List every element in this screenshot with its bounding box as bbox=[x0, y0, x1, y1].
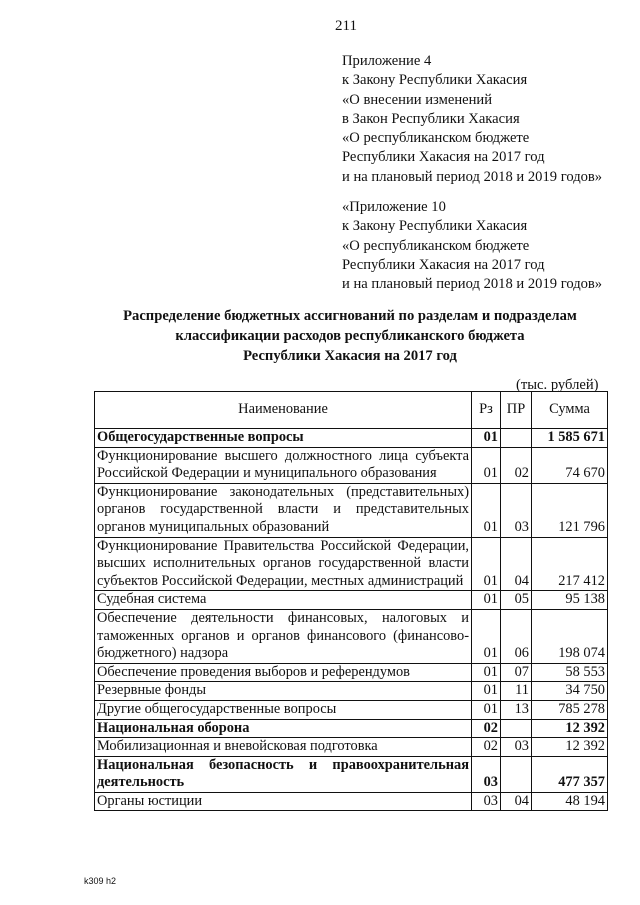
sum-cell: 48 194 bbox=[532, 792, 608, 811]
annex-line: Республики Хакасия на 2017 год bbox=[342, 256, 545, 273]
rz-cell: 01 bbox=[472, 663, 501, 682]
pr-cell bbox=[501, 756, 532, 792]
sum-cell: 785 278 bbox=[532, 700, 608, 719]
footer-code: k309 h2 bbox=[84, 876, 117, 886]
title-line: классификации расходов республиканского бюджета bbox=[175, 328, 525, 344]
rz-cell: 01 bbox=[472, 591, 501, 610]
header-sum: Сумма bbox=[532, 392, 608, 429]
pr-cell bbox=[501, 429, 532, 448]
annex-line: к Закону Республики Хакасия bbox=[342, 72, 528, 89]
page-number: 211 bbox=[335, 18, 357, 34]
sum-cell: 1 585 671 bbox=[532, 429, 608, 448]
name-cell: Судебная система bbox=[95, 591, 472, 610]
table-row bbox=[95, 609, 608, 663]
table-row bbox=[95, 792, 608, 811]
pr-cell: 13 bbox=[501, 700, 532, 719]
name-cell: Резервные фонды bbox=[95, 682, 472, 701]
pr-cell: 06 bbox=[501, 609, 532, 663]
budget-table bbox=[94, 391, 608, 811]
table-row bbox=[95, 756, 608, 792]
annex-header bbox=[342, 52, 602, 187]
table-row bbox=[95, 591, 608, 610]
table-header-row bbox=[95, 392, 608, 429]
rz-cell: 03 bbox=[472, 792, 501, 811]
rz-cell: 01 bbox=[472, 447, 501, 483]
name-cell: Мобилизационная и вневойсковая подготовка bbox=[95, 738, 472, 757]
header-rz: Рз bbox=[472, 392, 501, 429]
rz-cell: 02 bbox=[472, 738, 501, 757]
name-cell: Функционирование Правительства Российской Федерации, высших исполнительных органов государственной власти субъектов Российской Федерации, местных администраций bbox=[95, 537, 472, 591]
name-cell: Национальная оборона bbox=[95, 719, 472, 738]
header-pr: ПР bbox=[501, 392, 532, 429]
sum-cell: 58 553 bbox=[532, 663, 608, 682]
annex-line: «О республиканском бюджете bbox=[342, 237, 530, 254]
pr-cell: 04 bbox=[501, 792, 532, 811]
pr-cell: 05 bbox=[501, 591, 532, 610]
name-cell: Национальная безопасность и правоохранительная деятельность bbox=[95, 756, 472, 792]
sum-cell: 12 392 bbox=[532, 738, 608, 757]
annex-line: «О республиканском бюджете bbox=[342, 130, 530, 147]
rz-cell: 01 bbox=[472, 483, 501, 537]
pr-cell: 04 bbox=[501, 537, 532, 591]
pr-cell: 03 bbox=[501, 483, 532, 537]
units-label: (тыс. рублей) bbox=[516, 377, 599, 393]
rz-cell: 02 bbox=[472, 719, 501, 738]
annex-line: и на плановый период 2018 и 2019 годов» bbox=[342, 168, 603, 185]
rz-cell: 01 bbox=[472, 537, 501, 591]
rz-cell: 01 bbox=[472, 700, 501, 719]
name-cell: Обеспечение деятельности финансовых, налоговых и таможенных органов и органов финансового (финансово-бюджетного) надзора bbox=[95, 609, 472, 663]
pr-cell: 02 bbox=[501, 447, 532, 483]
name-cell: Функционирование законодательных (представительных) органов государственной власти и представительных органов муниципальных образований bbox=[95, 483, 472, 537]
name-cell: Другие общегосударственные вопросы bbox=[95, 700, 472, 719]
sum-cell: 95 138 bbox=[532, 591, 608, 610]
name-cell: Обеспечение проведения выборов и референдумов bbox=[95, 663, 472, 682]
annex-header-2 bbox=[342, 198, 602, 294]
rz-cell: 01 bbox=[472, 682, 501, 701]
annex-line: Республики Хакасия на 2017 год bbox=[342, 149, 545, 166]
annex-line: «Приложение 10 bbox=[342, 199, 446, 215]
annex-line: «О внесении изменений bbox=[342, 91, 493, 108]
annex-line: и на плановый период 2018 и 2019 годов» bbox=[342, 276, 603, 293]
sum-cell: 74 670 bbox=[532, 447, 608, 483]
sum-cell: 34 750 bbox=[532, 682, 608, 701]
table-row bbox=[95, 483, 608, 537]
name-cell: Органы юстиции bbox=[95, 792, 472, 811]
rz-cell: 01 bbox=[472, 609, 501, 663]
sum-cell: 12 392 bbox=[532, 719, 608, 738]
header-name: Наименование bbox=[95, 392, 472, 429]
sum-cell: 217 412 bbox=[532, 537, 608, 591]
annex-line: Приложение 4 bbox=[342, 53, 432, 69]
pr-cell: 11 bbox=[501, 682, 532, 701]
sum-cell: 121 796 bbox=[532, 483, 608, 537]
name-cell: Функционирование высшего должностного лица субъекта Российской Федерации и муниципального образования bbox=[95, 447, 472, 483]
pr-cell bbox=[501, 719, 532, 738]
rz-cell: 01 bbox=[472, 429, 501, 448]
document-title bbox=[60, 306, 640, 366]
annex-line: в Закон Республики Хакасия bbox=[342, 110, 520, 127]
annex-line: к Закону Республики Хакасия bbox=[342, 218, 528, 235]
table-row bbox=[95, 682, 608, 701]
name-cell: Общегосударственные вопросы bbox=[95, 429, 472, 448]
rz-cell: 03 bbox=[472, 756, 501, 792]
title-line: Распределение бюджетных ассигнований по разделам и подразделам bbox=[123, 308, 577, 324]
title-line: Республики Хакасия на 2017 год bbox=[243, 348, 457, 364]
table-row bbox=[95, 663, 608, 682]
sum-cell: 477 357 bbox=[532, 756, 608, 792]
table-row bbox=[95, 429, 608, 448]
table-row bbox=[95, 719, 608, 738]
table-row bbox=[95, 537, 608, 591]
pr-cell: 07 bbox=[501, 663, 532, 682]
sum-cell: 198 074 bbox=[532, 609, 608, 663]
table-row bbox=[95, 738, 608, 757]
table-row bbox=[95, 447, 608, 483]
pr-cell: 03 bbox=[501, 738, 532, 757]
table-row bbox=[95, 700, 608, 719]
